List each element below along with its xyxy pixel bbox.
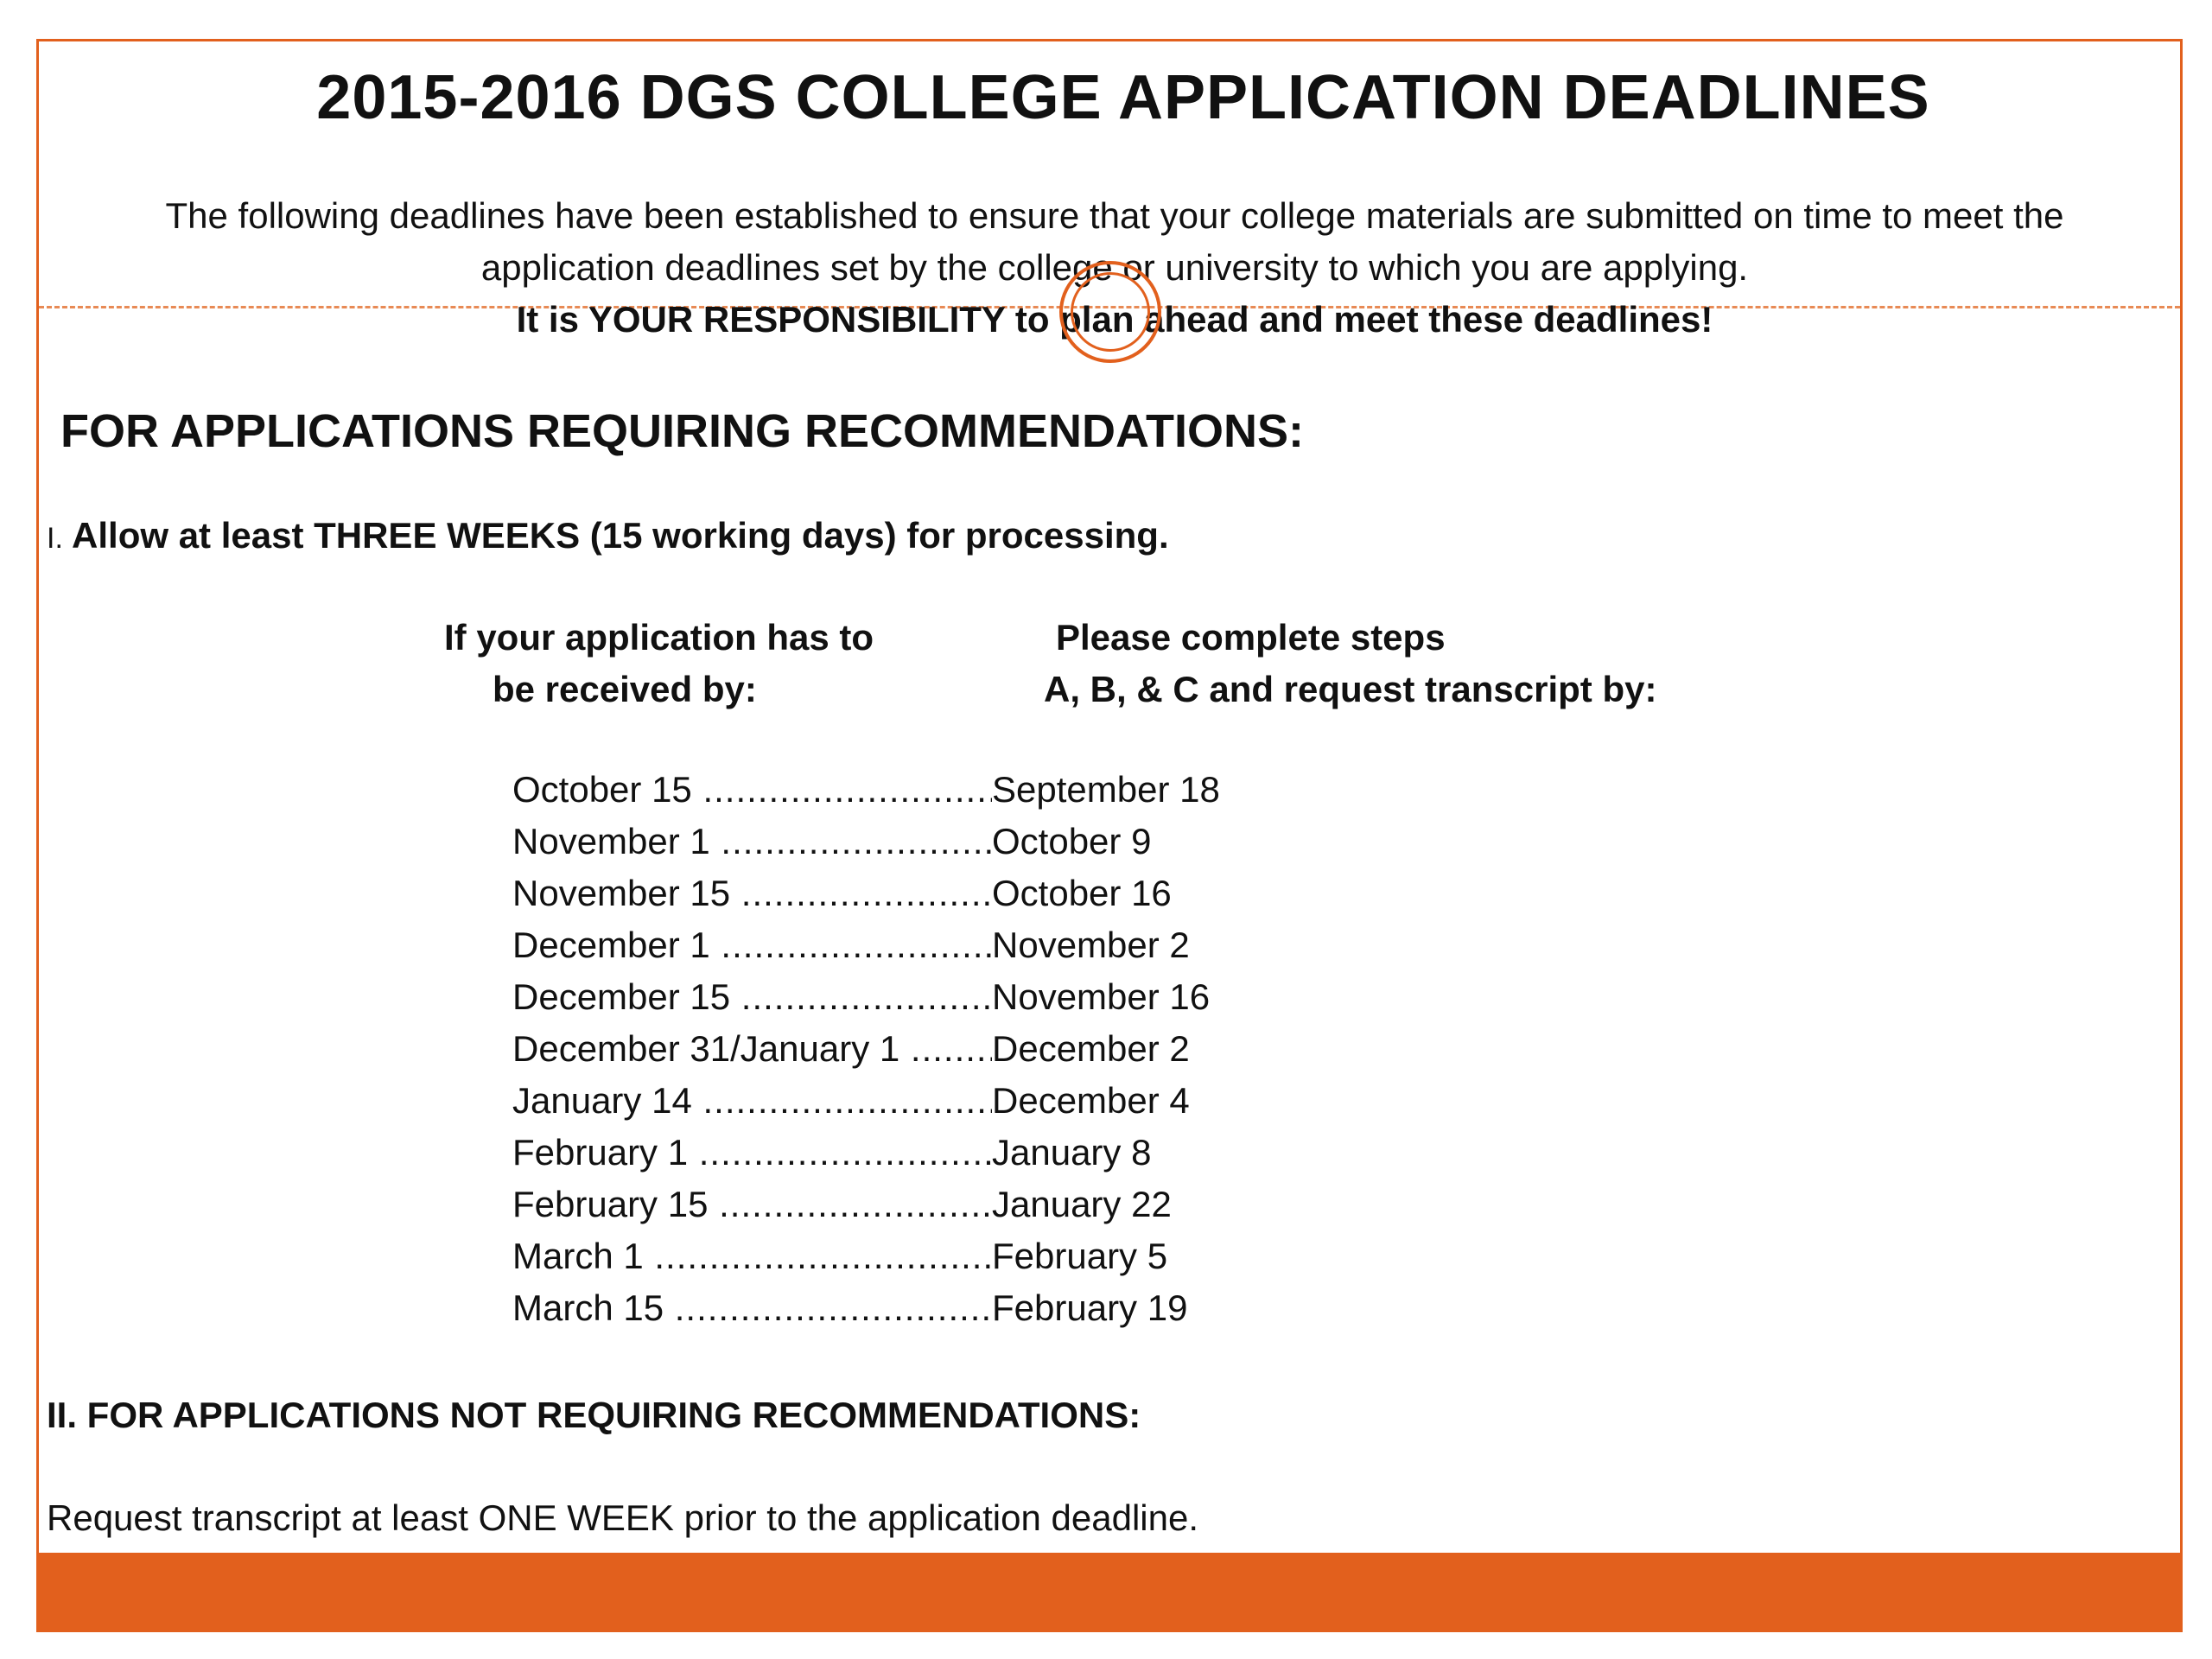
document-title: 2015-2016 DGS COLLEGE APPLICATION DEADLINES xyxy=(316,63,1930,132)
intro-line-2: application deadlines set by the college or university to which you are applying. xyxy=(480,247,1749,288)
received-by-date: December 1 ..... xyxy=(512,925,992,966)
step-numeral: I. xyxy=(47,522,63,555)
received-by-date: March 15 ..... xyxy=(512,1287,992,1329)
received-by-date: November 15 ..... xyxy=(512,873,992,914)
table-row xyxy=(512,821,1463,873)
responsibility-notice: It is YOUR RESPONSIBILITY to plan ahead and meet these deadlines! xyxy=(516,299,1713,340)
section-heading-recommendations: FOR APPLICATIONS REQUIRING RECOMMENDATIONS: xyxy=(60,405,1304,457)
section-heading-no-recommendations: II. FOR APPLICATIONS NOT REQUIRING RECOMMENDATIONS: xyxy=(47,1395,1141,1435)
request-by-date: November 16 xyxy=(992,976,1211,1017)
received-by-date: February 1 ..... xyxy=(512,1132,992,1173)
table-row xyxy=(512,1236,1463,1287)
request-by-date: October 16 xyxy=(992,873,1172,913)
column-header-request-line2: A, B, & C and request transcript by: xyxy=(1044,669,1657,709)
table-row xyxy=(512,976,1463,1028)
table-row xyxy=(512,1080,1463,1132)
received-by-date: December 31/January 1 ..... xyxy=(512,1028,992,1070)
request-by-date: December 2 xyxy=(992,1028,1190,1069)
table-row xyxy=(512,1184,1463,1236)
cursor-ring-icon xyxy=(1059,261,1161,363)
step-text: Allow at least THREE WEEKS (15 working days) for processing. xyxy=(72,515,1169,556)
received-by-date: January 14 ..... xyxy=(512,1080,992,1122)
request-by-date: October 9 xyxy=(992,821,1152,861)
column-header-received-line1: If your application has to xyxy=(444,617,874,658)
processing-instruction xyxy=(47,515,1169,556)
request-by-date: January 22 xyxy=(992,1184,1172,1224)
deadline-table xyxy=(512,769,1463,1339)
received-by-date: December 15 ..... xyxy=(512,976,992,1018)
received-by-date: November 1 ..... xyxy=(512,821,992,862)
table-row xyxy=(512,769,1463,821)
transcript-instruction: Request transcript at least ONE WEEK prior to the application deadline. xyxy=(47,1497,1199,1538)
received-by-date: February 15 ..... xyxy=(512,1184,992,1225)
received-by-date: March 1 ..... xyxy=(512,1236,992,1277)
table-row xyxy=(512,1132,1463,1184)
request-by-date: December 4 xyxy=(992,1080,1190,1121)
footer-bar xyxy=(36,1555,2183,1632)
request-by-date: September 18 xyxy=(992,769,1220,810)
table-row xyxy=(512,925,1463,976)
request-by-date: November 2 xyxy=(992,925,1190,965)
table-row xyxy=(512,1287,1463,1339)
intro-line-1: The following deadlines have been established to ensure that your college materials are submitted on time to meet the xyxy=(165,195,2064,236)
request-by-date: February 19 xyxy=(992,1287,1188,1328)
request-by-date: February 5 xyxy=(992,1236,1168,1276)
table-row xyxy=(512,873,1463,925)
table-row xyxy=(512,1028,1463,1080)
column-header-request-line1: Please complete steps xyxy=(1056,617,1446,658)
column-header-received-line2: be received by: xyxy=(493,669,757,709)
request-by-date: January 8 xyxy=(992,1132,1152,1173)
received-by-date: October 15 ..... xyxy=(512,769,992,810)
